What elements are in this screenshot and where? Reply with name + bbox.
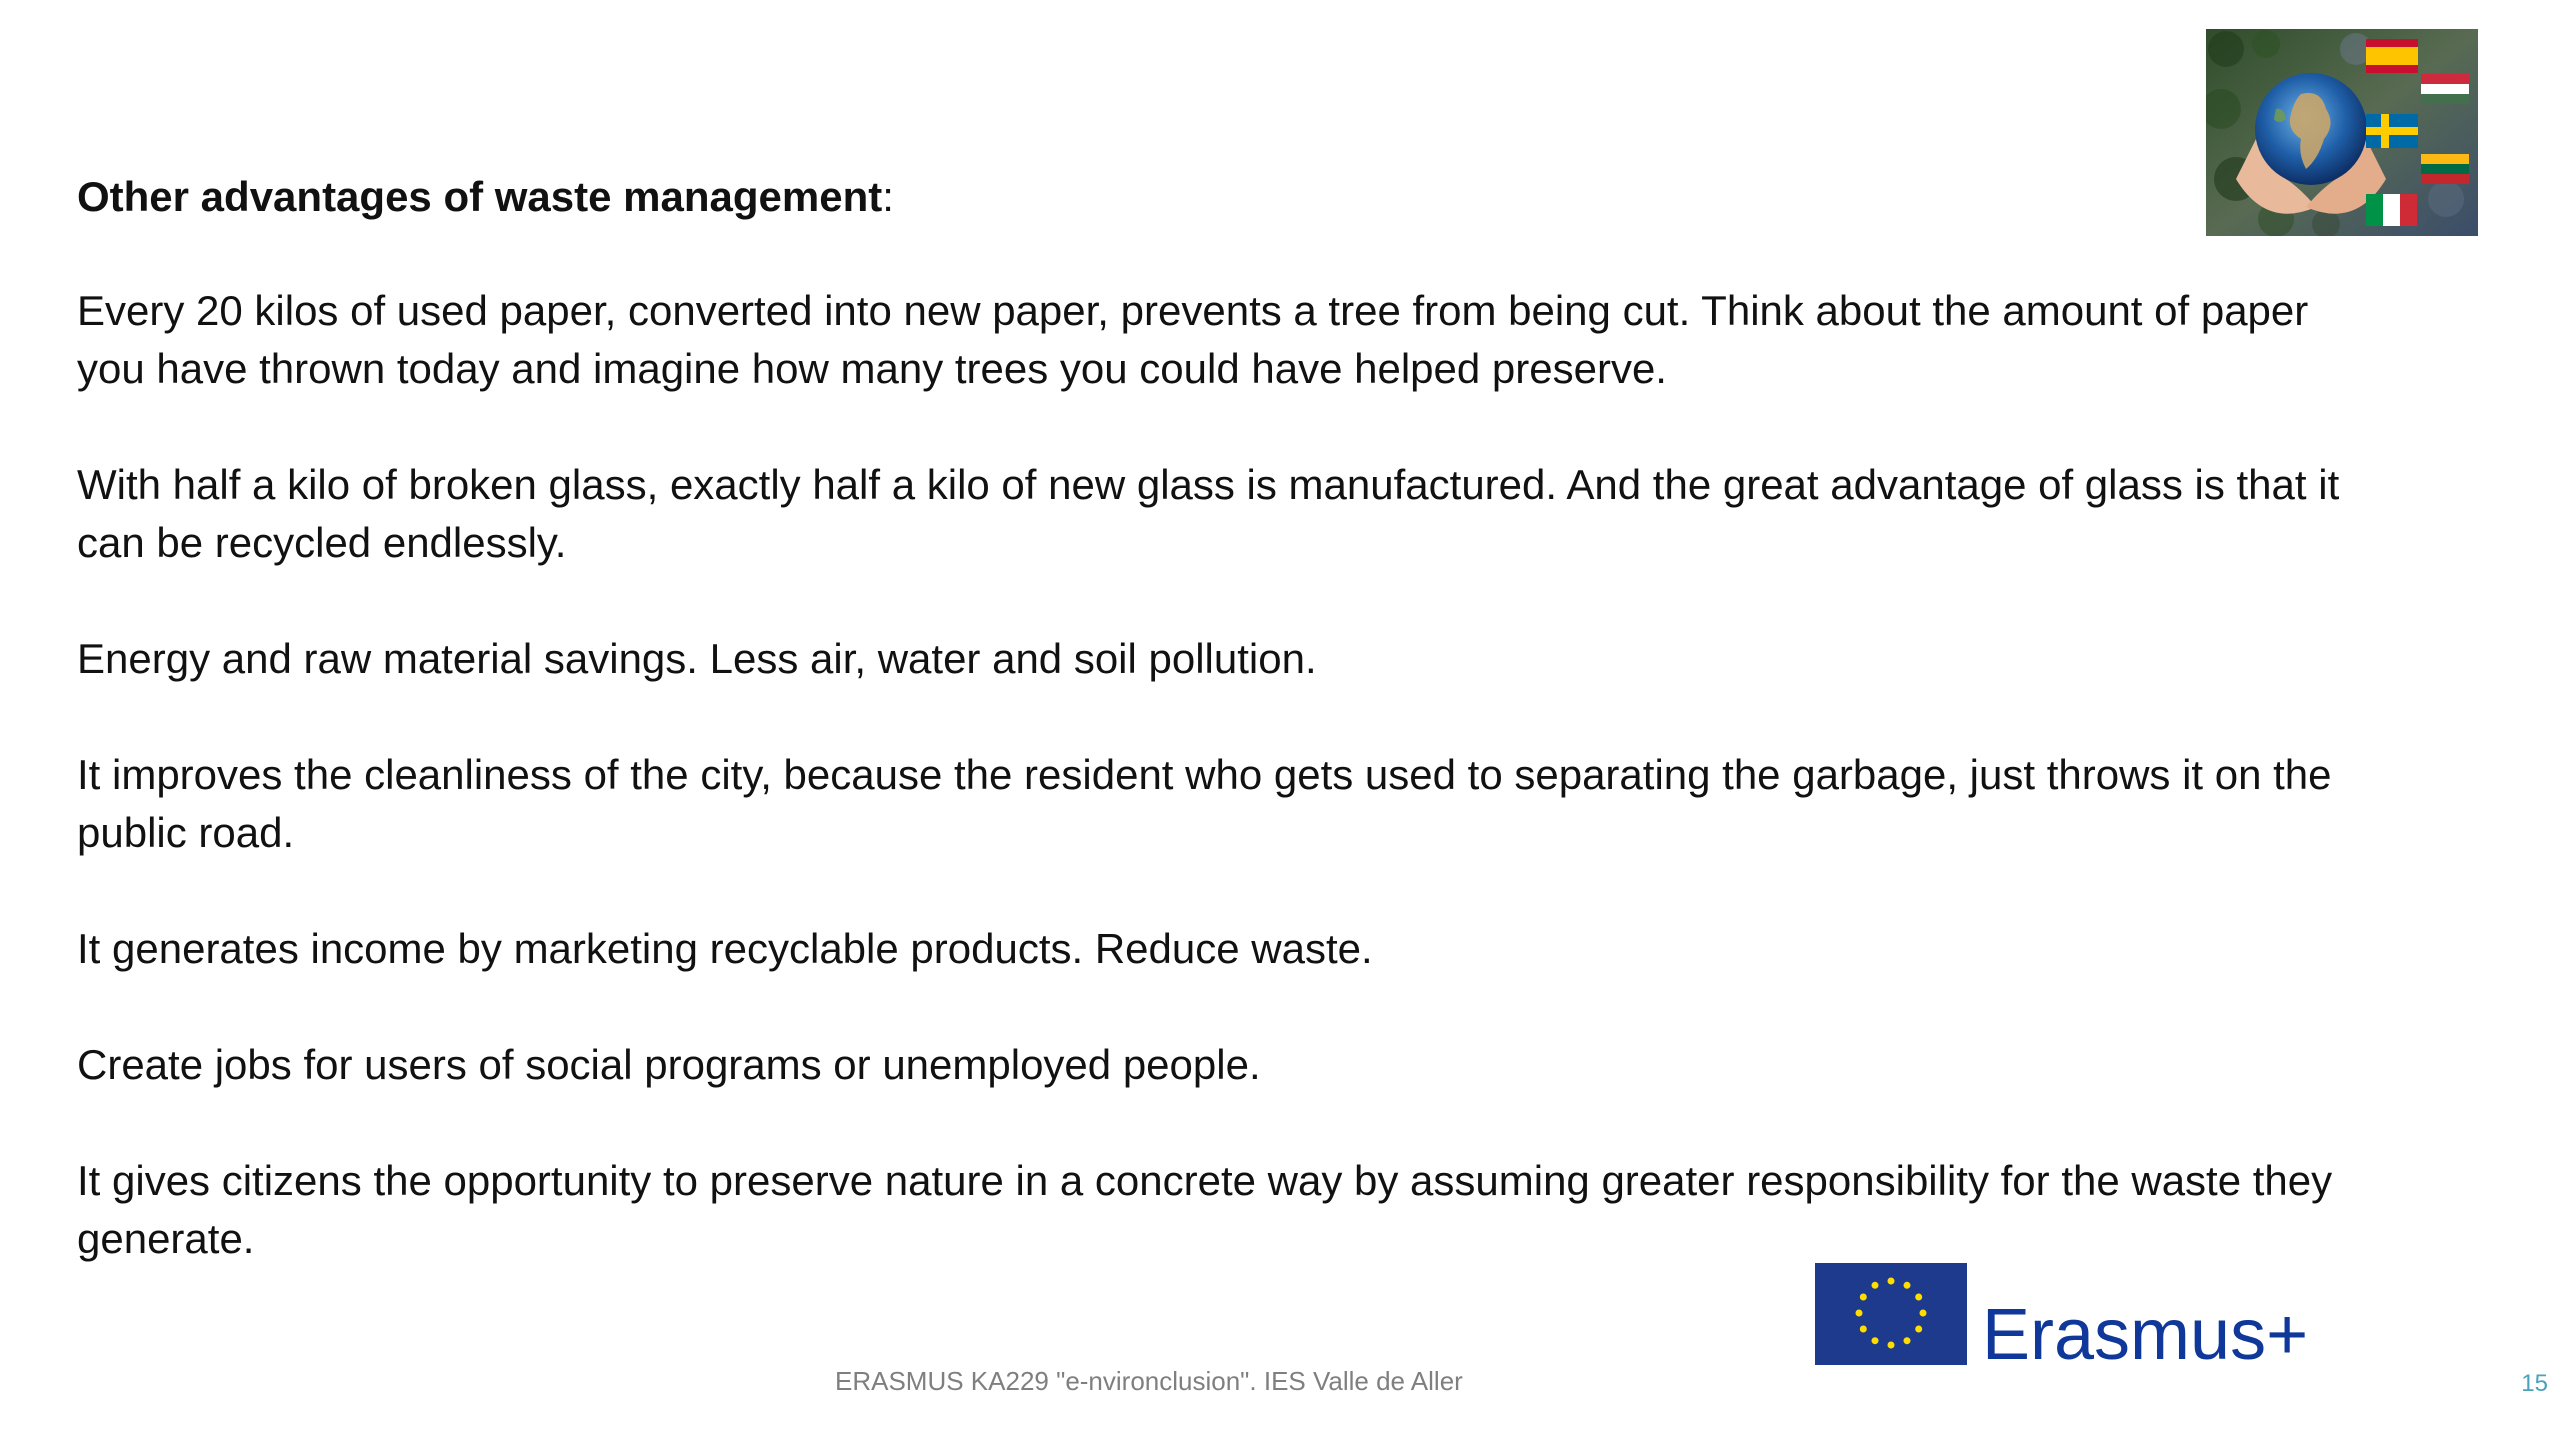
paragraph-paper: Every 20 kilos of used paper, converted into new paper, prevents a tree from being cut. Think about the amount of paper you have thrown today and imagine how many trees you could have helped preserve. bbox=[77, 287, 2309, 392]
paragraph-jobs: Create jobs for users of social programs or unemployed people. bbox=[77, 1041, 1261, 1088]
heading-colon: : bbox=[882, 173, 894, 220]
eu-flag-icon bbox=[1815, 1263, 1967, 1365]
paragraph-income: It generates income by marketing recyclable products. Reduce waste. bbox=[77, 925, 1373, 972]
paragraph-cleanliness: It improves the cleanliness of the city, because the resident who gets used to separating the garbage, just throws it on the public road. bbox=[77, 751, 2332, 856]
page-number: 15 bbox=[2521, 1370, 2548, 1397]
paragraph-glass: With half a kilo of broken glass, exactly half a kilo of new glass is manufactured. And the great advantage of glass is that it can be recycled endlessly. bbox=[77, 461, 2340, 566]
paragraph-citizens: It gives citizens the opportunity to preserve nature in a concrete way by assuming greater responsibility for the waste they generate. bbox=[77, 1157, 2333, 1262]
paragraph-energy: Energy and raw material savings. Less air, water and soil pollution. bbox=[77, 635, 1317, 682]
erasmus-plus-logo-text: Erasmus+ bbox=[1982, 1295, 2309, 1375]
slide-heading bbox=[77, 168, 2377, 226]
slide-content bbox=[77, 168, 2377, 1326]
slide-footer: ERASMUS KA229 "e-nvironclusion". IES Valle de Aller bbox=[835, 1366, 1463, 1396]
heading-text: Other advantages of waste management bbox=[77, 173, 883, 220]
